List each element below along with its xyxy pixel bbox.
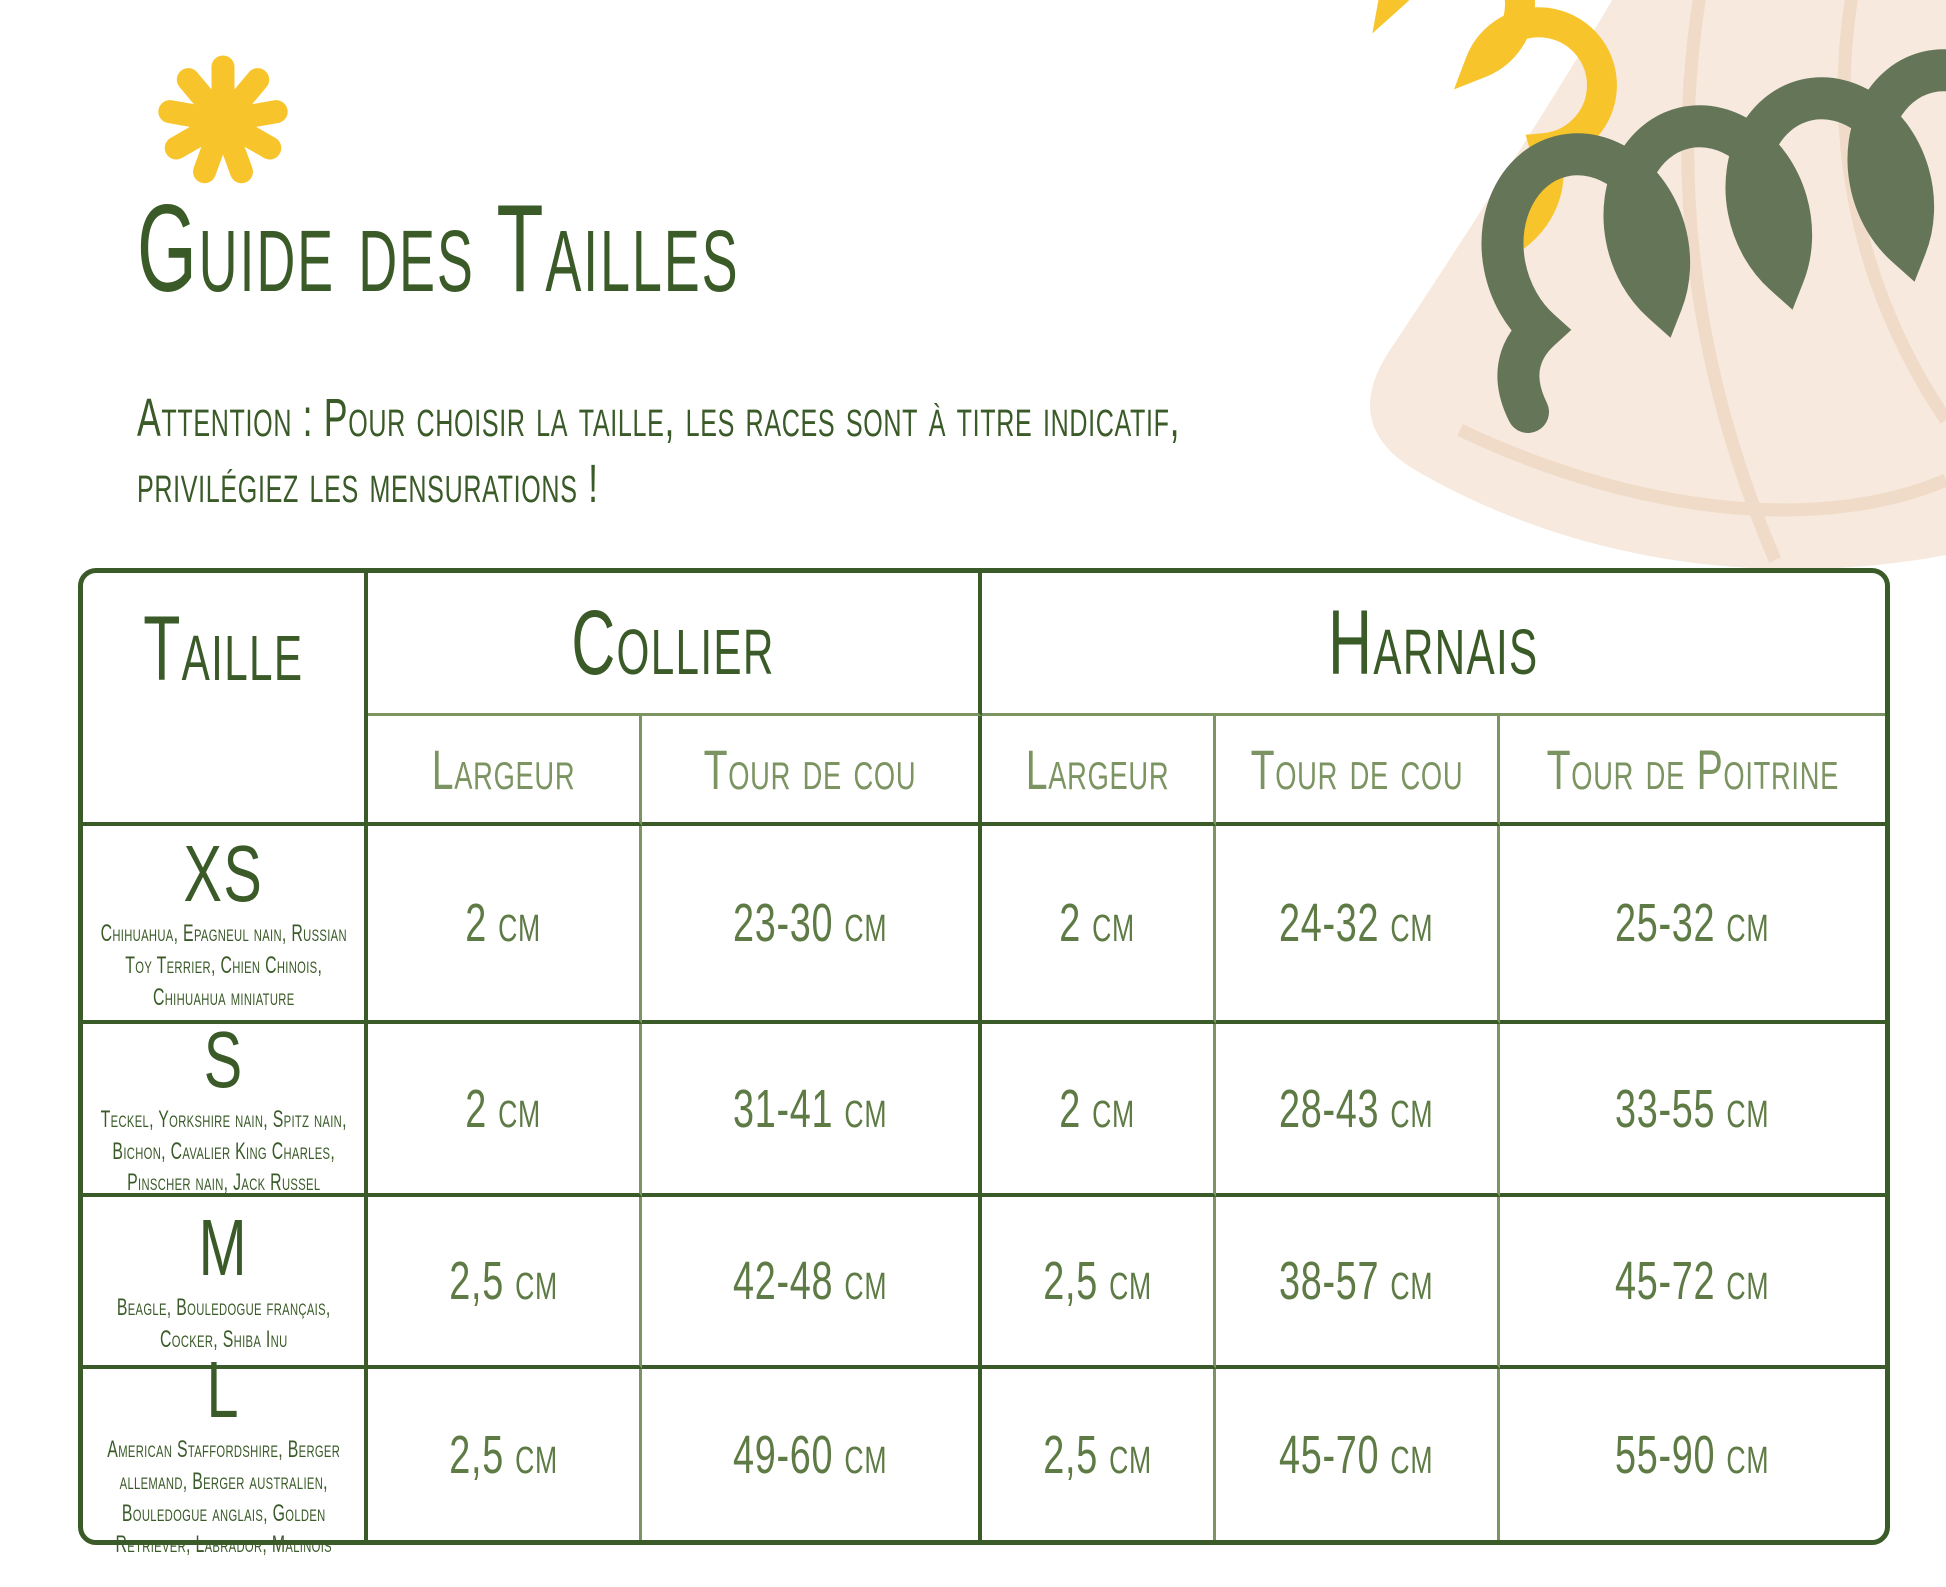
measure-value: 2,5 cm [1043,1424,1152,1485]
subheader-harnais-tour-de-cou [1216,716,1500,826]
measure-value: 2,5 cm [449,1424,558,1485]
subheader-label: Tour de cou [703,737,917,801]
page-subtitle [137,386,1180,518]
subheader-collier-largeur [368,716,642,826]
measure-value: 33-55 cm [1615,1078,1770,1139]
subtitle-line-2: privilégiez les mensurations ! [137,453,599,514]
cell-m-harnais-tour-de-poitrine [1500,1197,1885,1369]
measure-value: 38-57 cm [1279,1251,1434,1311]
subheader-label: Largeur [431,737,576,801]
measure-value: 31-41 cm [732,1078,888,1139]
cell-m-harnais-tour-de-cou [1216,1197,1500,1369]
cell-m-collier-largeur [368,1197,642,1369]
breeds-list: Chihuahua, Epagneul nain, Russian Toy Terrier, Chien Chinois, Chihuahua miniature [100,920,347,1011]
measure-value: 24-32 cm [1279,893,1434,953]
table-row-s-size [83,1015,368,1197]
size-label: S [203,1015,244,1104]
cell-l-harnais-tour-de-cou [1216,1369,1500,1540]
measure-value: 28-43 cm [1279,1078,1434,1139]
cell-m-harnais-largeur [982,1197,1216,1369]
measure-value: 25-32 cm [1615,893,1770,953]
measure-value: 55-90 cm [1615,1424,1770,1485]
subheader-collier-tour-de-cou [642,716,982,826]
measure-value: 45-70 cm [1279,1424,1434,1485]
cell-s-collier-largeur [368,1024,642,1197]
measure-value: 2 cm [465,893,542,953]
cell-xs-collier-tour-de-cou [642,826,982,1024]
subheader-harnais-tour-de-poitrine [1500,716,1885,826]
header-collier-label: Collier [571,591,775,694]
measure-value: 2 cm [1059,1078,1136,1139]
breeds-list: Beagle, Bouledogue français, Cocker, Shiba Inu [116,1294,331,1353]
table-row-xs-size [83,826,368,1024]
header-harnais [982,573,1885,716]
cell-l-harnais-tour-de-poitrine [1500,1369,1885,1540]
size-label: M [198,1203,249,1293]
cell-s-harnais-tour-de-poitrine [1500,1024,1885,1197]
cell-m-collier-tour-de-cou [642,1197,982,1369]
cell-s-harnais-tour-de-cou [1216,1024,1500,1197]
subtitle-line-1: Attention : Pour choisir la taille, les races sont à titre indicatif, [137,388,1181,448]
breeds-list: Teckel, Yorkshire nain, Spitz nain, Bichon, Cavalier King Charles, Pinscher nain, Jack Russel [100,1106,347,1197]
cell-l-harnais-largeur [982,1369,1216,1540]
corner-decoration [1000,0,1946,660]
cell-xs-collier-largeur [368,826,642,1024]
cell-xs-harnais-tour-de-cou [1216,826,1500,1024]
subheader-label: Largeur [1025,737,1170,801]
breeds-list: American Staffordshire, Berger allemand, Berger australien, Bouledogue anglais, Golden Retriever, Labrador, Malinois [107,1436,340,1559]
cell-xs-harnais-largeur [982,826,1216,1024]
measure-value: 2,5 cm [1043,1251,1152,1311]
measure-value: 49-60 cm [732,1424,888,1485]
subheader-label: Tour de Poitrine [1546,737,1839,801]
subheader-harnais-largeur [982,716,1216,826]
size-label: XS [183,829,264,919]
page-title: Guide des Tailles [137,180,740,318]
measure-value: 2 cm [465,1078,542,1139]
cell-l-collier-tour-de-cou [642,1369,982,1540]
size-label: L [206,1345,241,1435]
measure-value: 2 cm [1059,893,1136,953]
subheader-label: Tour de cou [1250,737,1463,801]
cell-xs-harnais-tour-de-poitrine [1500,826,1885,1024]
table-row-m-size [83,1197,368,1369]
cell-s-harnais-largeur [982,1024,1216,1197]
cell-s-collier-tour-de-cou [642,1024,982,1197]
table-row-l-size [83,1345,368,1559]
header-taille [83,573,368,826]
cell-l-collier-largeur [368,1369,642,1540]
header-taille-label: Taille [143,598,304,700]
size-table [78,568,1890,1559]
measure-value: 2,5 cm [449,1251,558,1311]
measure-value: 23-30 cm [732,893,888,953]
header-collier [368,573,982,716]
measure-value: 45-72 cm [1615,1251,1770,1311]
header-harnais-label: Harnais [1328,591,1539,694]
measure-value: 42-48 cm [732,1251,888,1311]
